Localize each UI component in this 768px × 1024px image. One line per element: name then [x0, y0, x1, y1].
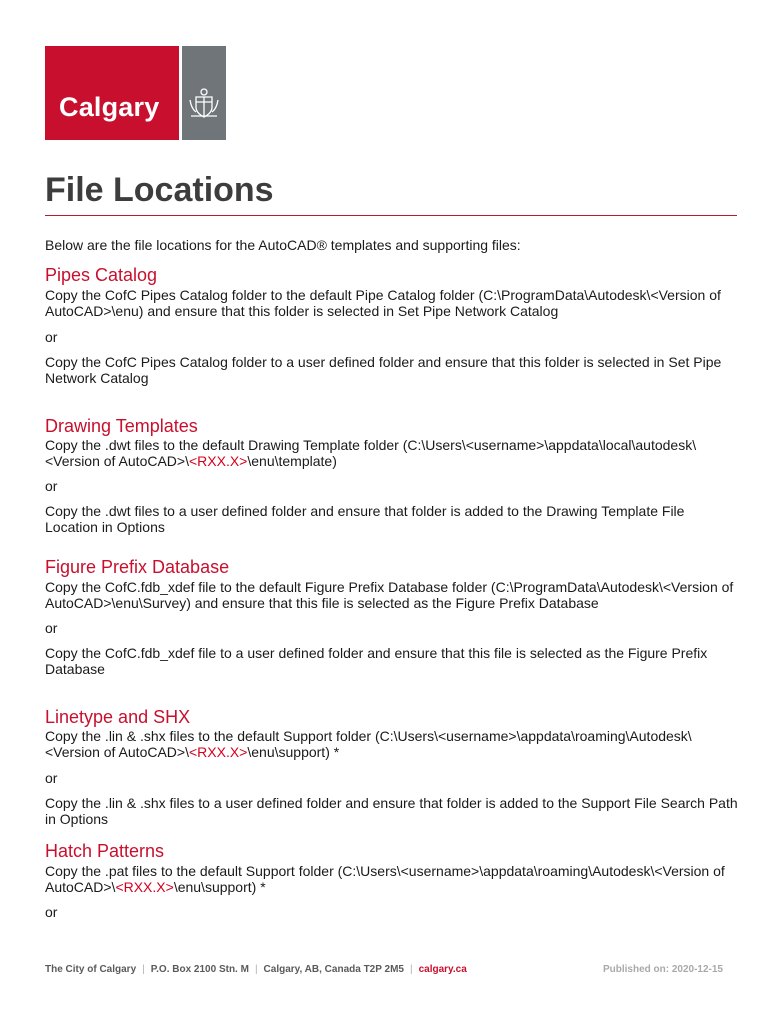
- intro-text: Below are the file locations for the AutoCAD® templates and supporting files:: [45, 237, 521, 253]
- footer-org: The City of Calgary: [45, 963, 137, 975]
- page-title: File Locations: [45, 171, 274, 209]
- drawing-templates-option-1: [45, 437, 740, 469]
- title-divider: [45, 215, 737, 216]
- path-text-end: \enu\support) *: [173, 879, 266, 895]
- section-heading-figure-prefix-database: Figure Prefix Database: [45, 557, 230, 577]
- figure-prefix-or: or: [45, 620, 58, 636]
- drawing-templates-option-2: Copy the .dwt files to a user defined folder and ensure that folder is added to the Drawing Template File Location in Options: [45, 503, 685, 535]
- path-text: Copy the .lin & .shx files to the default Support folder (C:\Users\<username>\appdata\roaming\Autodesk\<Version of AutoCAD>\: [45, 728, 692, 760]
- hatch-patterns-option-1: [45, 863, 740, 895]
- footer-separator: |: [142, 963, 145, 975]
- calgary-logo: [45, 46, 226, 140]
- document-body: [45, 237, 740, 920]
- logo-red-block: [45, 46, 179, 140]
- figure-prefix-option-2: Copy the CofC.fdb_xdef file to a user defined folder and ensure that this file is selected as the Figure Prefix Database: [45, 645, 708, 677]
- version-placeholder: <RXX.X>: [115, 879, 174, 895]
- path-text-end: \enu\support) *: [247, 744, 340, 760]
- path-text-end: \enu\template): [247, 453, 337, 469]
- figure-prefix-option-1: Copy the CofC.fdb_xdef file to the default Figure Prefix Database folder (C:\ProgramData\Autodesk\<Version of AutoCAD>\enu\Survey) and ensure that this file is selected as the Figure Prefix Database: [45, 579, 734, 611]
- footer-website-link[interactable]: calgary.ca: [418, 963, 467, 975]
- drawing-templates-or: or: [45, 478, 58, 494]
- page-footer: [45, 960, 723, 978]
- pipes-catalog-or: or: [45, 329, 58, 345]
- logo-grey-block: [182, 46, 226, 140]
- section-heading-linetype-shx: Linetype and SHX: [45, 707, 191, 727]
- path-text: Copy the .pat files to the default Support folder (C:\Users\<username>\appdata\roaming\Autodesk\<Version of AutoCAD>\: [45, 863, 725, 895]
- hatch-patterns-or: or: [45, 904, 58, 920]
- footer-separator: |: [254, 963, 258, 975]
- pipes-catalog-option-2: Copy the CofC Pipes Catalog folder to a user defined folder and ensure that this folder is selected in Set Pipe Network Catalog: [45, 354, 722, 386]
- linetype-option-1: [45, 728, 740, 760]
- path-text: Copy the .dwt files to the default Drawing Template folder (C:\Users\<username>\appdata\local\autodesk\<Version of AutoCAD>\: [45, 437, 697, 469]
- section-heading-hatch-patterns: Hatch Patterns: [45, 841, 165, 861]
- linetype-option-2: Copy the .lin & .shx files to a user defined folder and ensure that folder is added to the Support File Search Path in Options: [45, 795, 738, 827]
- footer-address: Calgary, AB, Canada T2P 2M5: [263, 963, 404, 975]
- pipes-catalog-option-1: Copy the CofC Pipes Catalog folder to the default Pipe Catalog folder (C:\ProgramData\Autodesk\<Version of AutoCAD>\enu) and ensure that this folder is selected in Set Pipe Network Catalog: [45, 287, 721, 319]
- footer-po-box: P.O. Box 2100 Stn. M: [150, 963, 249, 975]
- footer-separator: |: [409, 963, 413, 975]
- section-heading-pipes-catalog: Pipes Catalog: [45, 265, 158, 285]
- logo-wordmark: Calgary: [59, 92, 160, 122]
- version-placeholder: <RXX.X>: [188, 744, 248, 760]
- linetype-or: or: [45, 770, 58, 786]
- version-placeholder: <RXX.X>: [188, 453, 248, 469]
- crest-icon: [187, 86, 221, 120]
- published-date: Published on: 2020-12-15: [602, 963, 723, 975]
- section-heading-drawing-templates: Drawing Templates: [45, 416, 198, 436]
